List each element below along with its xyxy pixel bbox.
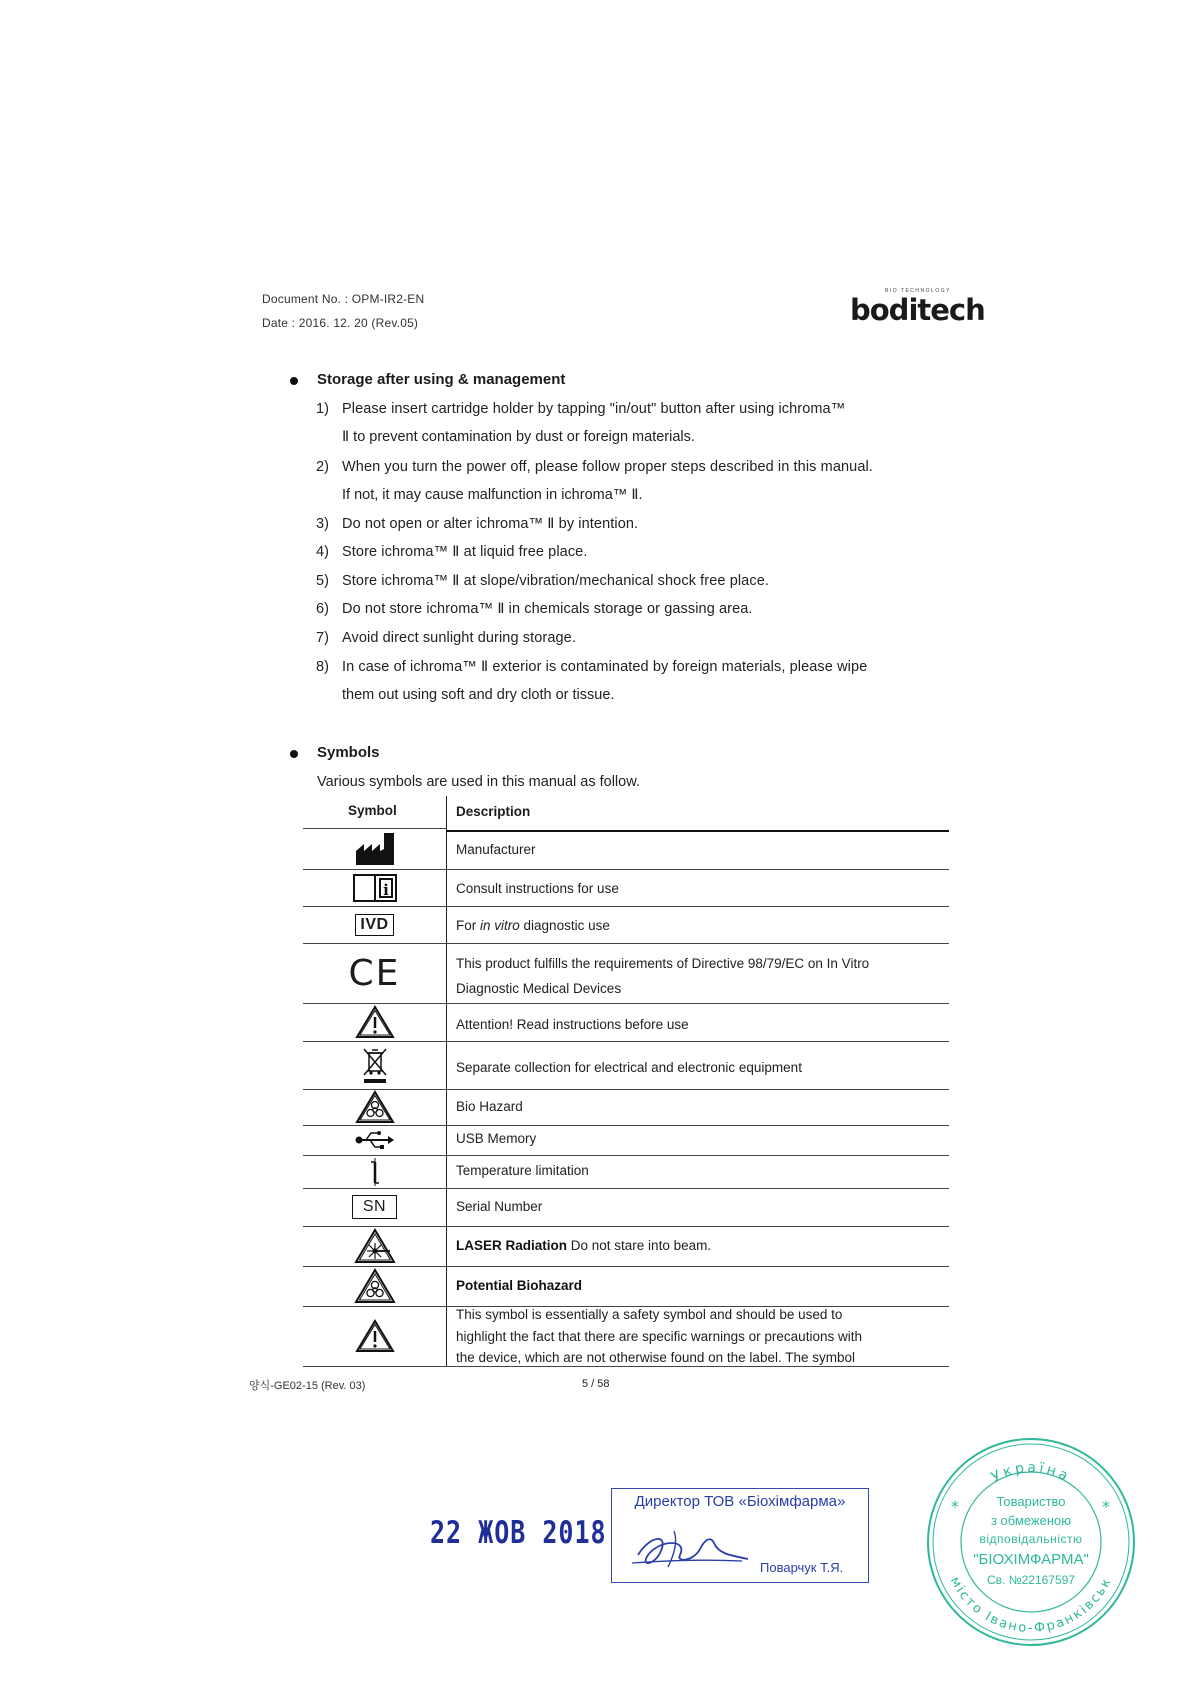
storage-item-text: Do not open or alter ichroma™ Ⅱ by intention. — [342, 516, 639, 532]
svg-text:Україна: Україна — [988, 1459, 1074, 1486]
storage-item-number: 1) — [316, 401, 329, 417]
document-number: Document No. : OPM-IR2-EN — [262, 292, 425, 306]
ce-description-line1: This product fulfills the requirements of Directive 98/79/EC on In Vitro — [456, 956, 870, 971]
ivd-icon: IVD — [303, 906, 446, 943]
storage-item-number: 7) — [316, 630, 329, 646]
storage-item-text: In case of ichroma™ Ⅱ exterior is contaminated by foreign materials, please wipe — [342, 659, 868, 675]
company-seal: Україна місто Івано-Франківськ * * Товариство з обмеженою відповідальністю "БІОХІМФАРМА" Св. №22167597 — [921, 1432, 1141, 1652]
laser-description: LASER Radiation Do not stare into beam. — [456, 1238, 712, 1253]
form-number: 양식-GE02-15 (Rev. 03) — [249, 1380, 366, 1392]
biohazard-description: Bio Hazard — [456, 1099, 523, 1114]
storage-section-title: Storage after using & management — [317, 371, 566, 388]
storage-item-text: Store ichroma™ Ⅱ at slope/vibration/mechanical shock free place. — [342, 573, 769, 589]
director-stamp-title: Директор ТОВ «Біохімфарма» — [634, 1493, 846, 1510]
usb-description: USB Memory — [456, 1131, 537, 1146]
temperature-description: Temperature limitation — [456, 1163, 589, 1178]
ivd-description: For in vitro diagnostic use — [456, 918, 610, 933]
storage-item-text: Please insert cartridge holder by tapping "in/out" button after using ichroma™ — [342, 401, 846, 417]
attention-description: Attention! Read instructions before use — [456, 1017, 689, 1032]
storage-item-number: 5) — [316, 573, 329, 589]
consult-description: Consult instructions for use — [456, 881, 619, 896]
document-date: Date : 2016. 12. 20 (Rev.05) — [262, 316, 419, 330]
biohazard-icon — [303, 1089, 446, 1125]
symbols-intro: Various symbols are used in this manual as follow. — [317, 774, 640, 790]
table-divider — [446, 796, 447, 1366]
storage-item-text: Store ichroma™ Ⅱ at liquid free place. — [342, 544, 588, 560]
storage-item-number: 3) — [316, 516, 329, 532]
symbols-section-title: Symbols — [317, 744, 380, 761]
table-rule — [303, 1366, 949, 1367]
weee-description: Separate collection for electrical and electronic equipment — [456, 1060, 802, 1075]
laser-warning-icon — [303, 1226, 446, 1266]
potential-biohazard-icon — [303, 1266, 446, 1306]
director-name: Поварчук Т.Я. — [760, 1560, 844, 1575]
storage-item-text: them out using soft and dry cloth or tissue. — [342, 687, 615, 703]
usb-icon — [303, 1125, 446, 1155]
date-stamp: 22 ЖОВ 2018 — [430, 1514, 607, 1551]
manufacturer-description: Manufacturer — [456, 842, 536, 857]
description-column-header: Description — [456, 804, 531, 819]
safety-description-line1: This symbol is essentially a safety symbol and should be used to — [456, 1307, 843, 1322]
storage-item-number: 2) — [316, 459, 329, 475]
ce-description-line2: Diagnostic Medical Devices — [456, 981, 622, 996]
svg-text:місто Івано-Франківськ: місто Івано-Франківськ — [946, 1574, 1116, 1637]
weee-bin-icon — [303, 1041, 446, 1089]
signature-icon — [630, 1525, 750, 1580]
svg-text:*: * — [1102, 1497, 1110, 1516]
table-rule — [446, 830, 949, 832]
page-number: 5 / 58 — [582, 1378, 610, 1390]
company-logo: BIO TECHNOLOGY boditech — [850, 288, 985, 327]
storage-item-text: If not, it may cause malfunction in ichroma™ Ⅱ. — [342, 487, 643, 503]
caution-triangle-icon — [303, 1306, 446, 1366]
storage-item-number: 6) — [316, 601, 329, 617]
storage-item-text: When you turn the power off, please follow proper steps described in this manual. — [342, 459, 873, 475]
section-bullet — [290, 377, 298, 385]
storage-item-number: 8) — [316, 659, 329, 675]
serial-number-icon: SN — [303, 1188, 446, 1226]
serial-description: Serial Number — [456, 1199, 543, 1214]
symbol-column-header: Symbol — [348, 803, 397, 818]
potential-biohazard-description: Potential Biohazard — [456, 1278, 583, 1293]
manufacturer-icon — [303, 829, 446, 869]
storage-item-text: Avoid direct sunlight during storage. — [342, 630, 576, 646]
consult-instructions-icon — [303, 869, 446, 906]
storage-item-text: Ⅱ to prevent contamination by dust or foreign materials. — [342, 429, 695, 445]
svg-text:*: * — [951, 1497, 959, 1516]
temperature-limit-icon — [303, 1155, 446, 1188]
storage-item-number: 4) — [316, 544, 329, 560]
svg-text:i: i — [382, 880, 389, 899]
storage-item-text: Do not store ichroma™ Ⅱ in chemicals storage or gassing area. — [342, 601, 753, 617]
safety-description-line3: the device, which are not otherwise found on the label. The symbol — [456, 1350, 855, 1365]
warning-triangle-icon — [303, 1003, 446, 1041]
ce-mark-icon: CE — [348, 952, 401, 994]
safety-description-line2: highlight the fact that there are specific warnings or precautions with — [456, 1329, 862, 1344]
section-bullet — [290, 750, 298, 758]
